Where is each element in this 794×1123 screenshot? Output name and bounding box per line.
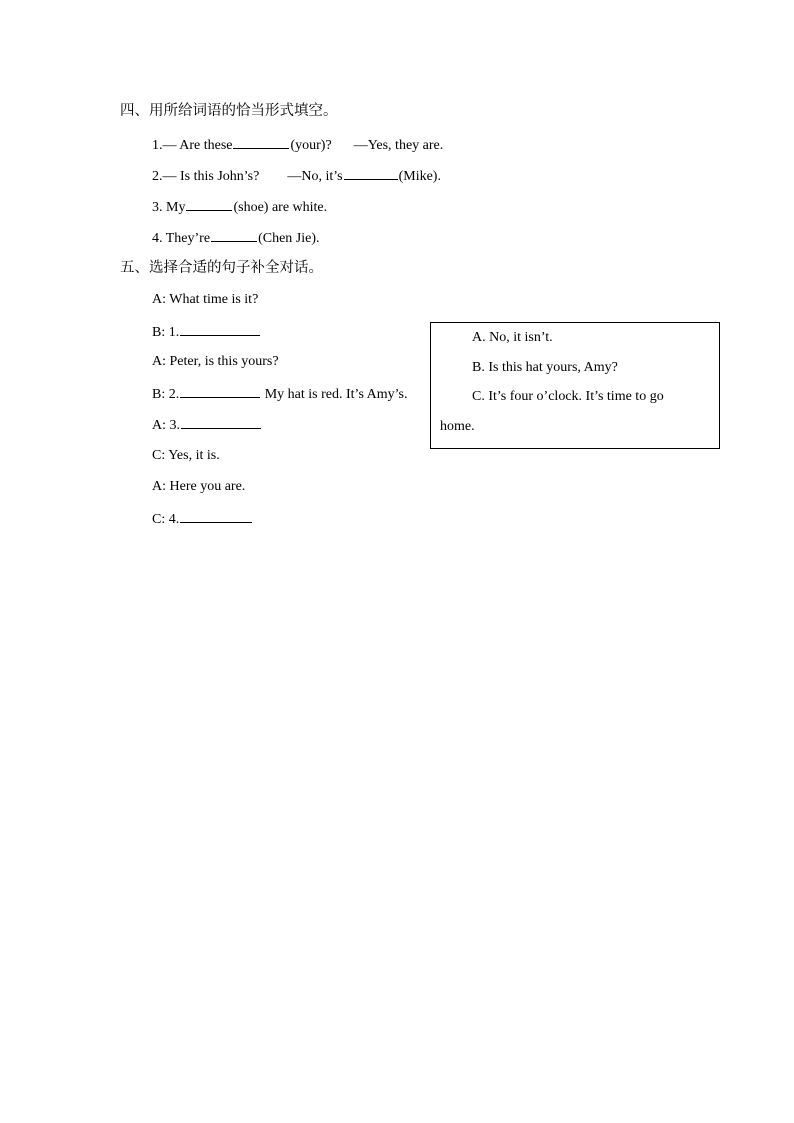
section-5-title: 五、选择合适的句子补全对话。 (120, 260, 323, 276)
dialogue-line-7: A: Here you are. (152, 479, 246, 494)
dialogue-line-8-label: C: 4. (152, 512, 180, 527)
section-4-title: 四、用所给词语的恰当形式填空。 (120, 103, 338, 119)
dialogue-line-8 (152, 509, 253, 529)
q3-hint: (shoe) are white. (233, 200, 328, 215)
q3-blank[interactable] (186, 197, 232, 211)
option-b: B. Is this hat yours, Amy? (472, 360, 618, 375)
question-3 (152, 197, 327, 217)
option-a: A. No, it isn’t. (472, 330, 553, 345)
dialogue-line-2-label: B: 1. (152, 325, 180, 340)
question-4 (152, 228, 320, 248)
dialogue-line-3: A: Peter, is this yours? (152, 354, 279, 369)
q2-prefix: 2.— Is this John’s? (152, 169, 260, 184)
option-c: C. It’s four o’clock. It’s time to go (472, 389, 664, 404)
dialogue-blank-1[interactable] (180, 322, 260, 336)
q1-hint: (your)? (290, 138, 332, 153)
dialogue-line-2 (152, 322, 261, 342)
dialogue-line-4-label: B: 2. (152, 387, 180, 402)
dialogue-line-4 (152, 384, 407, 404)
q2-blank[interactable] (344, 166, 398, 180)
dialogue-line-5-label: A: 3. (152, 418, 180, 433)
q1-answer: —Yes, they are. (353, 138, 444, 153)
dialogue-line-5 (152, 415, 262, 435)
q1-blank[interactable] (233, 135, 289, 149)
dialogue-line-1: A: What time is it? (152, 292, 259, 307)
dialogue-blank-2[interactable] (180, 384, 260, 398)
option-c-continuation: home. (440, 419, 475, 434)
dialogue-line-6: C: Yes, it is. (152, 448, 220, 463)
dialogue-blank-3[interactable] (181, 415, 261, 429)
dialogue-blank-4[interactable] (180, 509, 252, 523)
q2-mid: —No, it’s (287, 169, 343, 184)
options-box (430, 322, 720, 449)
question-2 (152, 166, 441, 186)
question-1 (152, 135, 443, 155)
q4-prefix: 4. They’re (152, 231, 211, 246)
q2-hint: (Mike). (398, 169, 441, 184)
q1-prefix: 1.— Are these (152, 138, 233, 153)
dialogue-line-4-text: My hat is red. It’s Amy’s. (264, 387, 408, 402)
q4-hint: (Chen Jie). (258, 231, 320, 246)
q4-blank[interactable] (211, 228, 257, 242)
q3-prefix: 3. My (152, 200, 186, 215)
